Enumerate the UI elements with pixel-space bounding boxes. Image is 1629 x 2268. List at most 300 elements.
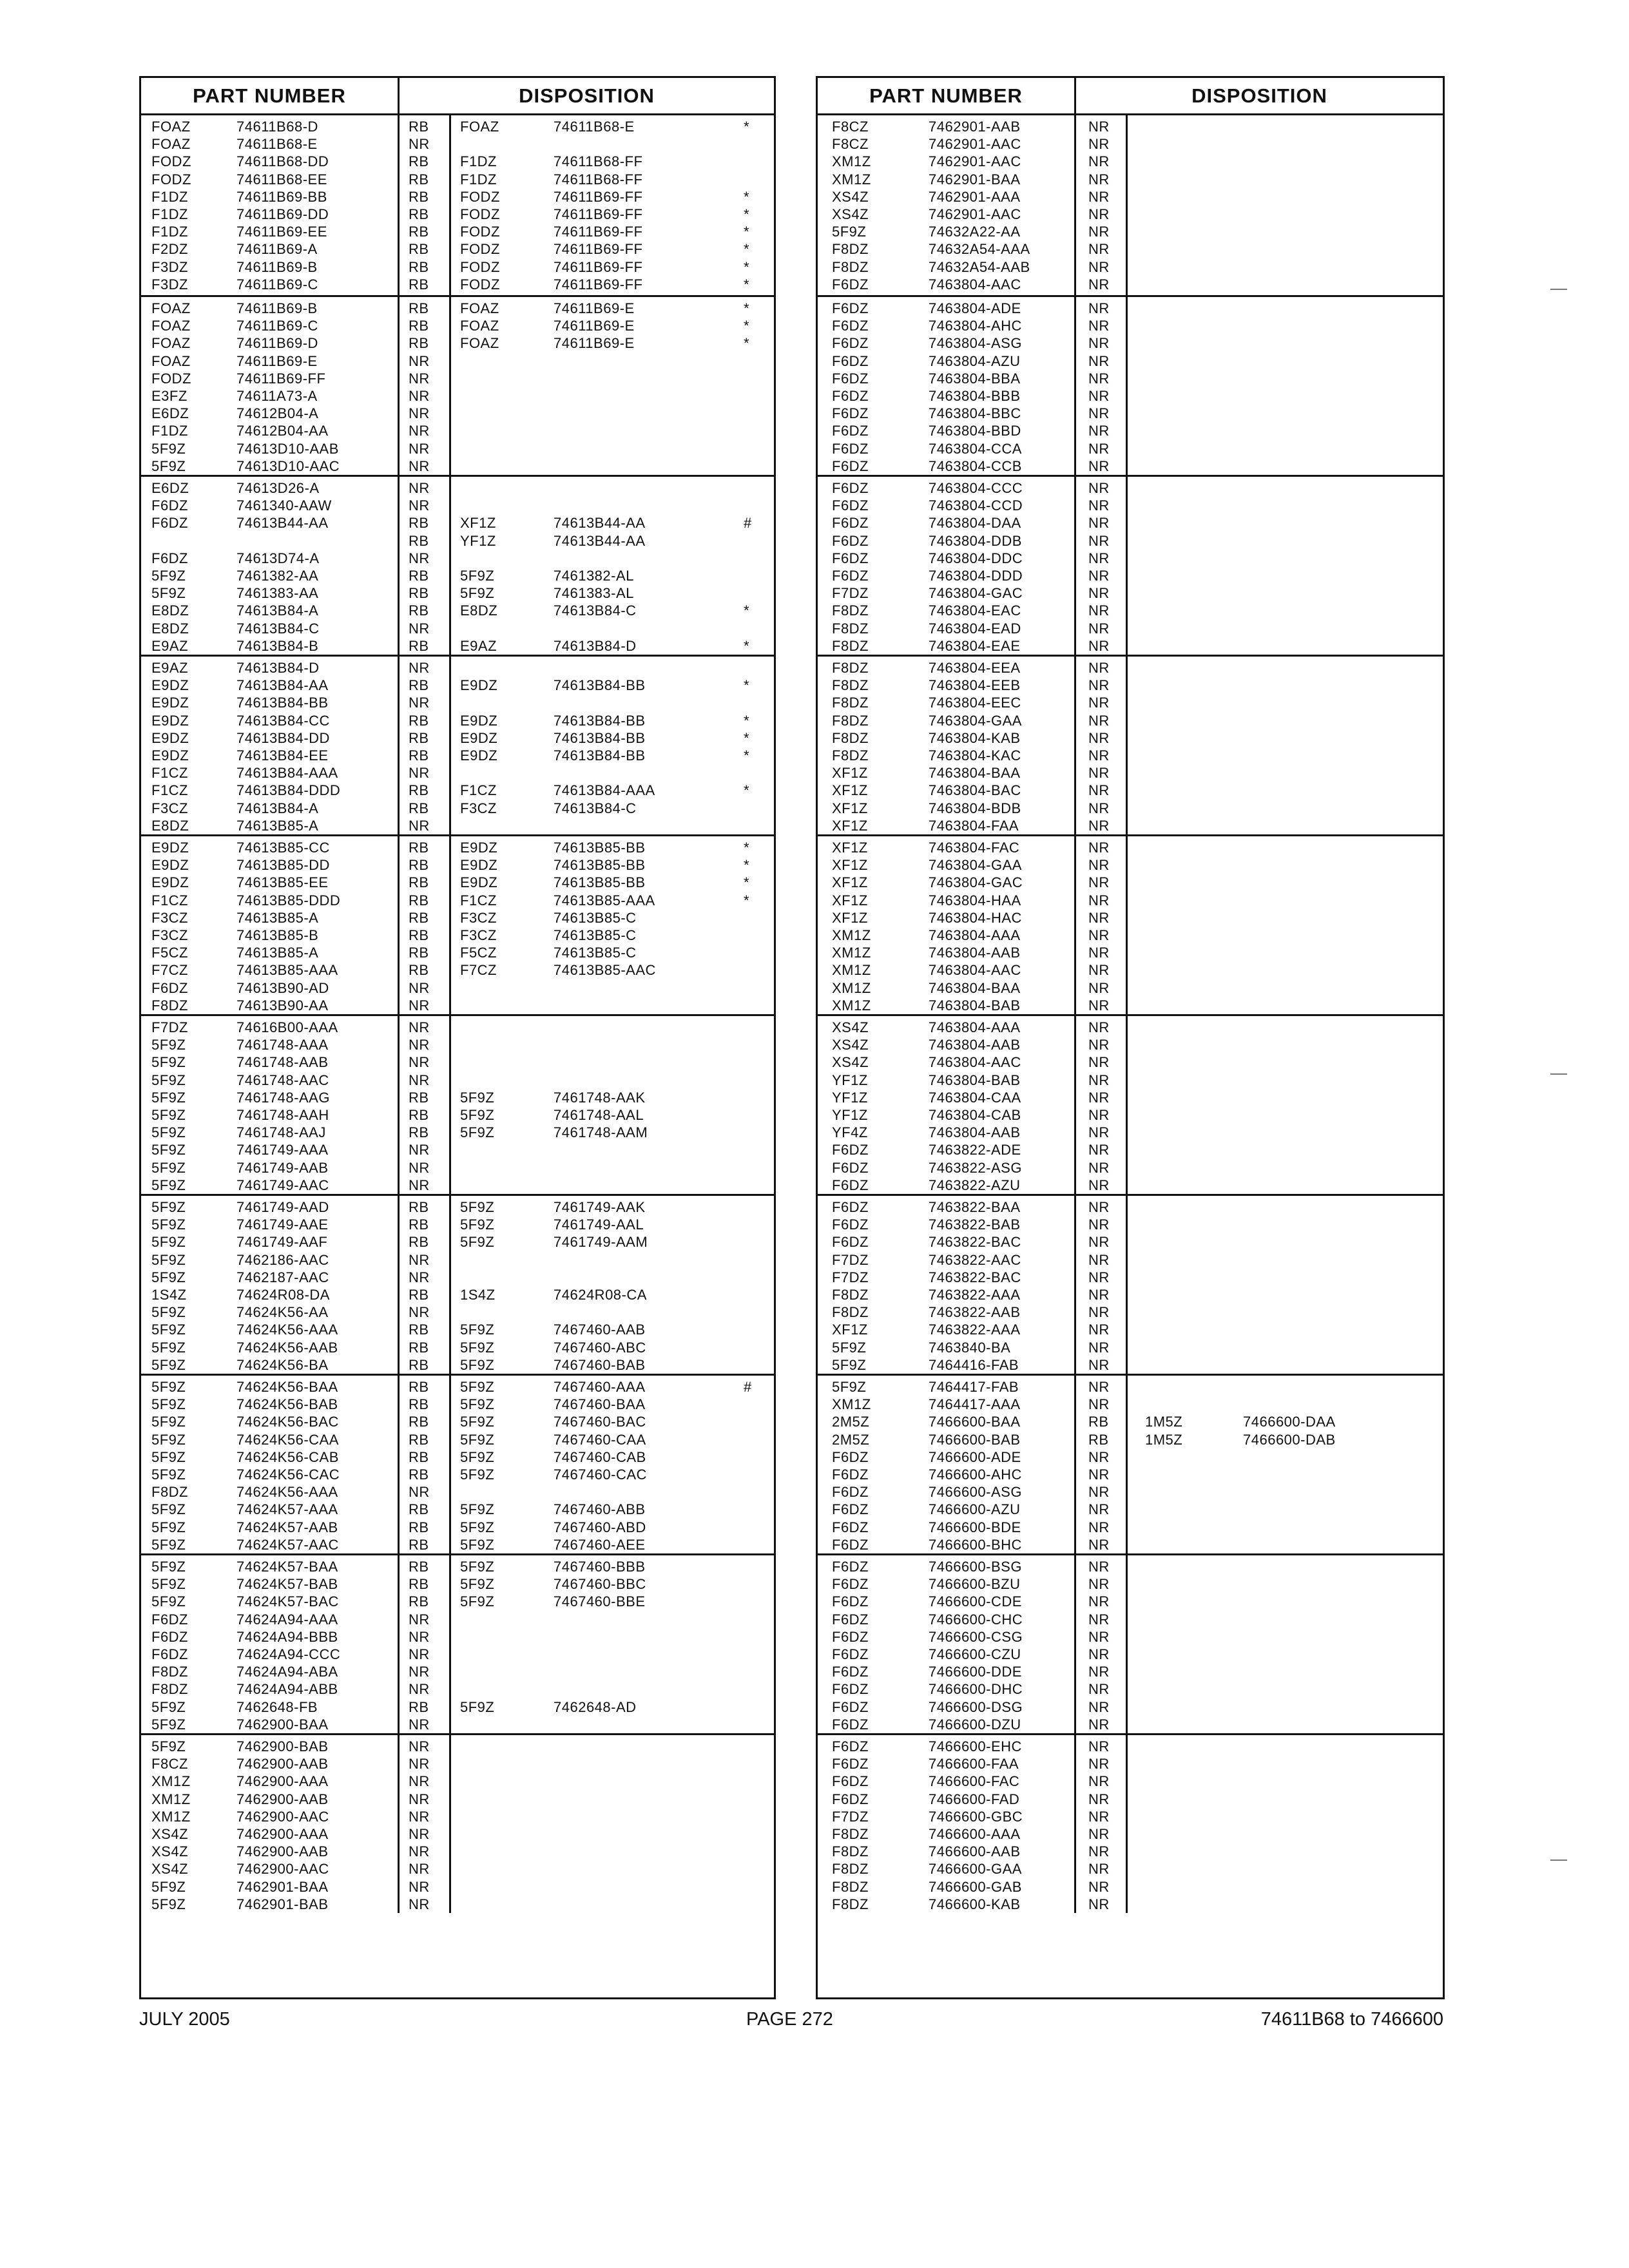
prefix-cell: F6DZ [832, 1536, 869, 1553]
replacement-part-cell: 74611B69-E [554, 300, 635, 316]
table-row [818, 567, 1443, 584]
table-row [141, 118, 774, 135]
replacement-prefix-cell: 5F9Z [460, 1466, 495, 1483]
table-row [141, 317, 774, 334]
part-number-cell: 74632A54-AAB [929, 258, 1030, 275]
table-row [141, 479, 774, 497]
disposition-code-cell: NR [1088, 423, 1110, 439]
table-row [141, 892, 774, 909]
table-row [141, 240, 774, 258]
table-row [141, 874, 774, 891]
part-number-cell: 7461749-AAC [236, 1177, 329, 1193]
disposition-code-cell: NR [1088, 1269, 1110, 1285]
note-marker-cell: * [744, 637, 750, 654]
disposition-code-cell: NR [409, 1681, 430, 1698]
table-block [818, 655, 1443, 834]
prefix-cell: FOAZ [151, 335, 191, 352]
table-row [818, 1106, 1443, 1124]
part-number-cell: 74613B84-DD [236, 729, 330, 746]
table-row [818, 1269, 1443, 1286]
table-row [141, 153, 774, 170]
disposition-code-cell: RB [409, 840, 429, 856]
replacement-prefix-cell: FODZ [460, 206, 500, 222]
prefix-cell: F6DZ [832, 1199, 869, 1215]
prefix-cell: XF1Z [832, 909, 868, 926]
part-number-cell: 7462900-AAB [236, 1756, 329, 1773]
table-row [141, 1356, 774, 1374]
table-row [818, 602, 1443, 619]
disposition-code-cell: NR [1088, 997, 1110, 1014]
table-row [818, 747, 1443, 764]
disposition-code-cell: NR [1088, 962, 1110, 979]
prefix-cell: F6DZ [832, 318, 869, 334]
disposition-code-cell: RB [409, 1396, 429, 1413]
part-number-cell: 74613B84-BB [236, 695, 329, 711]
prefix-cell: 5F9Z [832, 1379, 867, 1395]
replacement-prefix-cell: 5F9Z [460, 1107, 495, 1123]
disposition-code-cell: NR [1088, 1304, 1110, 1321]
table-row [141, 712, 774, 729]
part-number-cell: 74613B85-EE [236, 874, 329, 891]
table-row [818, 1611, 1443, 1628]
table-row [818, 370, 1443, 387]
part-number-cell: 7462900-BAB [236, 1738, 329, 1754]
part-number-cell: 7466600-FAA [929, 1756, 1019, 1773]
table-row [818, 892, 1443, 909]
prefix-cell: 5F9Z [151, 1466, 186, 1483]
prefix-cell: E9AZ [151, 637, 189, 654]
part-number-cell: 7466600-DHC [929, 1681, 1023, 1698]
note-marker-cell: * [744, 119, 750, 135]
part-number-cell: 7463804-ADE [929, 300, 1021, 316]
disposition-code-cell: RB [409, 585, 429, 602]
prefix-cell: F8DZ [832, 1287, 869, 1303]
disposition-code-cell: NR [1088, 1646, 1110, 1662]
prefix-cell: F6DZ [832, 1519, 869, 1535]
table-row [141, 1896, 774, 1913]
prefix-cell: E9DZ [151, 712, 189, 729]
part-number-cell: 74613B85-AAA [236, 962, 338, 979]
replacement-part-cell: 74624R08-CA [554, 1287, 647, 1303]
table-row [818, 514, 1443, 532]
disposition-code-cell: NR [1088, 188, 1110, 205]
prefix-cell: E9DZ [151, 874, 189, 891]
replacement-part-cell: 74611B69-FF [554, 276, 643, 293]
replacement-prefix-cell: FODZ [460, 241, 500, 258]
part-number-cell: 7466600-CDE [929, 1593, 1022, 1610]
prefix-cell: F6DZ [832, 532, 869, 549]
table-row [818, 1356, 1443, 1374]
table-row [141, 405, 774, 422]
prefix-cell: 5F9Z [151, 1304, 186, 1321]
part-number-cell: 7462186-AAC [236, 1251, 329, 1268]
part-number-cell: 7463804-BBC [929, 405, 1021, 422]
replacement-part-cell: 74611B68-E [554, 119, 635, 135]
disposition-code-cell: NR [409, 1269, 430, 1285]
table-row [141, 1808, 774, 1825]
note-marker-cell: * [744, 677, 750, 694]
table-row [818, 258, 1443, 276]
part-number-cell: 7466600-AHC [929, 1466, 1022, 1483]
disposition-code-cell: NR [1088, 1484, 1110, 1501]
part-number-cell: 7466600-AAB [929, 1843, 1021, 1860]
prefix-cell: F7DZ [832, 1808, 869, 1825]
part-number-cell: 7462901-BAA [236, 1878, 329, 1895]
table-row [141, 1860, 774, 1878]
disposition-code-cell: NR [1088, 1681, 1110, 1698]
part-number-cell: 74624K56-AAA [236, 1484, 338, 1501]
part-number-cell: 74624K56-AAA [236, 1321, 338, 1338]
part-number-cell: 7463804-AAB [929, 945, 1021, 961]
prefix-cell: 5F9Z [151, 1054, 186, 1071]
table-row [141, 1611, 774, 1628]
disposition-code-cell: RB [409, 1089, 429, 1106]
table-block [141, 1553, 774, 1733]
prefix-cell: F6DZ [832, 1791, 869, 1807]
disposition-code-cell: NR [1088, 695, 1110, 711]
prefix-cell: F8DZ [832, 620, 869, 637]
prefix-cell: XF1Z [832, 857, 868, 874]
table-row [818, 1519, 1443, 1536]
disposition-code-cell: NR [409, 1826, 430, 1842]
part-number-cell: 7463804-FAA [929, 817, 1019, 834]
prefix-cell: XS4Z [151, 1843, 189, 1860]
table-row [818, 659, 1443, 677]
disposition-code-cell: NR [1088, 1826, 1110, 1842]
table-row [141, 1755, 774, 1773]
prefix-cell: FODZ [151, 171, 191, 187]
disposition-code-cell: RB [409, 1593, 429, 1610]
table-row [818, 1738, 1443, 1755]
table-row [141, 1791, 774, 1808]
part-number-cell: 7466600-BDE [929, 1519, 1021, 1535]
disposition-code-cell: NR [409, 388, 430, 404]
disposition-code-cell: RB [409, 171, 429, 187]
disposition-code-cell: NR [1088, 909, 1110, 926]
replacement-prefix-cell: F3CZ [460, 927, 497, 943]
prefix-cell: 5F9Z [151, 1321, 186, 1338]
replacement-part-cell: 74613B84-BB [554, 677, 646, 694]
prefix-cell: 5F9Z [151, 1559, 186, 1575]
part-number-cell: 7461749-AAD [236, 1199, 329, 1215]
table-row [141, 497, 774, 514]
part-number-cell: 7463804-EEA [929, 660, 1021, 676]
part-number-cell: 74611B68-E [236, 136, 318, 153]
prefix-cell: F6DZ [832, 568, 869, 584]
disposition-code-cell: NR [409, 1808, 430, 1825]
table-row [141, 223, 774, 240]
table-row [818, 1089, 1443, 1106]
prefix-cell: F1DZ [151, 423, 188, 439]
prefix-cell: F8DZ [832, 241, 869, 258]
table-block [141, 475, 774, 655]
disposition-code-cell: RB [409, 188, 429, 205]
part-number-cell: 7463822-ASG [929, 1159, 1022, 1176]
part-number-cell: 7463804-GAA [929, 857, 1022, 874]
note-marker-cell: # [744, 1379, 752, 1395]
prefix-cell: FODZ [151, 370, 191, 387]
table-row [141, 1216, 774, 1233]
prefix-cell: F3CZ [151, 800, 188, 816]
prefix-cell: XM1Z [832, 945, 871, 961]
prefix-cell: F8DZ [832, 695, 869, 711]
replacement-part-cell: 7461383-AL [554, 585, 634, 602]
disposition-code-cell: RB [409, 568, 429, 584]
part-number-cell: 7463804-DDC [929, 550, 1023, 566]
prefix-cell: E8DZ [151, 817, 189, 834]
table-row [141, 1825, 774, 1843]
margin-mark [1550, 1073, 1567, 1075]
note-marker-cell: * [744, 335, 750, 352]
part-number-cell: 7466600-BAB [929, 1431, 1021, 1448]
table-row [141, 1575, 774, 1593]
disposition-code-cell: NR [409, 550, 430, 566]
disposition-code-cell: RB [409, 602, 429, 619]
replacement-part-cell: 74613B84-C [554, 800, 637, 816]
part-number-cell: 74632A22-AA [929, 224, 1021, 240]
disposition-code-cell: NR [1088, 370, 1110, 387]
footer-part-range: 74611B68 to 7466600 [1260, 2009, 1443, 2030]
table-row [818, 1483, 1443, 1501]
prefix-cell: 5F9Z [151, 1519, 186, 1535]
part-number-cell: 74624K57-AAC [236, 1536, 339, 1553]
part-number-cell: 7463804-EEB [929, 677, 1021, 694]
table-row [818, 1321, 1443, 1338]
replacement-prefix-cell: 5F9Z [460, 1396, 495, 1413]
disposition-code-cell: NR [1088, 1124, 1110, 1141]
part-number-cell: 74613B85-DDD [236, 892, 341, 908]
part-number-cell: 7461748-AAH [236, 1107, 329, 1123]
disposition-code-cell: NR [1088, 1519, 1110, 1535]
table-row [818, 440, 1443, 457]
prefix-cell: 1S4Z [151, 1287, 187, 1303]
table-row [818, 979, 1443, 997]
part-number-cell: 7466600-GAA [929, 1861, 1022, 1878]
part-number-cell: 7463804-KAC [929, 747, 1021, 764]
footer-date: JULY 2005 [139, 2009, 230, 2030]
prefix-cell: F6DZ [832, 1142, 869, 1158]
prefix-cell: F6DZ [151, 515, 188, 532]
prefix-cell: F6DZ [832, 550, 869, 566]
part-number-cell: 74624K57-AAA [236, 1501, 338, 1518]
prefix-cell: XM1Z [151, 1791, 191, 1807]
replacement-prefix-cell: 5F9Z [460, 1124, 495, 1141]
prefix-cell: YF1Z [832, 1072, 868, 1088]
disposition-code-cell: RB [1088, 1414, 1109, 1430]
part-number-cell: 7462900-BAA [236, 1716, 329, 1733]
disposition-code-cell: NR [1088, 1756, 1110, 1773]
disposition-code-cell: NR [1088, 979, 1110, 996]
prefix-cell: 5F9Z [151, 1396, 186, 1413]
table-row [818, 1558, 1443, 1575]
table-row [818, 1159, 1443, 1177]
table-block [818, 115, 1443, 295]
prefix-cell: E9AZ [151, 660, 189, 676]
table-row [818, 118, 1443, 135]
note-marker-cell: * [744, 747, 750, 764]
prefix-cell: 5F9Z [151, 1414, 186, 1430]
disposition-code-cell: NR [1088, 729, 1110, 746]
prefix-cell: F2DZ [151, 241, 188, 258]
part-number-cell: 7461749-AAF [236, 1234, 328, 1251]
part-number-cell: 74624A94-CCC [236, 1646, 341, 1662]
part-number-cell: 7461748-AAB [236, 1054, 329, 1071]
part-number-cell: 7462901-AAC [929, 206, 1021, 222]
replacement-part-cell: 74611B68-FF [554, 153, 643, 170]
disposition-code-cell: RB [409, 927, 429, 943]
disposition-code-cell: NR [409, 817, 430, 834]
table-row [818, 637, 1443, 655]
disposition-code-cell: NR [1088, 388, 1110, 404]
disposition-code-cell: RB [409, 1234, 429, 1251]
part-number-cell: 7461340-AAW [236, 497, 332, 514]
part-number-cell: 7463804-AZU [929, 352, 1021, 369]
replacement-part-cell: 7466600-DAB [1243, 1431, 1336, 1448]
table-row [141, 1628, 774, 1646]
disposition-code-cell: NR [1088, 1628, 1110, 1645]
prefix-cell: 5F9Z [151, 1037, 186, 1053]
table-row [818, 188, 1443, 206]
table-row [818, 782, 1443, 799]
table-row [141, 1663, 774, 1680]
disposition-code-cell: NR [1088, 136, 1110, 153]
table-row [141, 839, 774, 856]
prefix-cell: F6DZ [832, 1501, 869, 1518]
disposition-code-cell: NR [1088, 1396, 1110, 1413]
part-number-cell: 7462901-AAB [929, 119, 1021, 135]
prefix-cell: XM1Z [832, 962, 871, 979]
note-marker-cell: * [744, 729, 750, 746]
replacement-prefix-cell: F5CZ [460, 945, 497, 961]
table-block [818, 295, 1443, 475]
part-number-cell: 74613D74-A [236, 550, 320, 566]
prefix-cell: F3DZ [151, 276, 188, 293]
table-row [141, 1593, 774, 1610]
table-row [141, 979, 774, 997]
table-row [818, 817, 1443, 834]
table-row [141, 1159, 774, 1177]
disposition-code-cell: NR [1088, 1716, 1110, 1733]
part-number-cell: 7462900-AAA [236, 1773, 329, 1790]
right-header-disposition: DISPOSITION [1074, 78, 1443, 115]
table-row [141, 927, 774, 944]
prefix-cell: F6DZ [832, 440, 869, 457]
table-row [141, 584, 774, 602]
replacement-prefix-cell: 5F9Z [460, 585, 495, 602]
prefix-cell: E3FZ [151, 388, 188, 404]
disposition-code-cell: NR [1088, 1501, 1110, 1518]
part-number-cell: 74611B68-DD [236, 153, 329, 170]
disposition-code-cell: NR [1088, 1861, 1110, 1878]
table-row [818, 422, 1443, 439]
disposition-code-cell: RB [409, 335, 429, 352]
part-number-cell: 7463804-AAA [929, 1019, 1021, 1035]
part-number-cell: 7463804-CCB [929, 457, 1022, 474]
disposition-code-cell: NR [409, 1054, 430, 1071]
replacement-prefix-cell: 5F9Z [460, 1321, 495, 1338]
disposition-code-cell: NR [409, 1896, 430, 1912]
table-row [141, 677, 774, 694]
part-number-cell: 7466600-GAB [929, 1878, 1022, 1895]
prefix-cell: 5F9Z [151, 1199, 186, 1215]
prefix-cell: F7DZ [832, 1269, 869, 1285]
part-number-cell: 7464417-AAA [929, 1396, 1021, 1413]
prefix-cell: 5F9Z [151, 1576, 186, 1593]
right-parts-table [816, 76, 1445, 1999]
prefix-cell: 5F9Z [151, 457, 186, 474]
part-number-cell: 7463804-BBA [929, 370, 1021, 387]
prefix-cell: 5F9Z [151, 1142, 186, 1158]
disposition-code-cell: NR [1088, 800, 1110, 816]
part-number-cell: 74624A94-BBB [236, 1628, 338, 1645]
replacement-part-cell: 74611B68-FF [554, 171, 643, 187]
table-row [818, 1124, 1443, 1141]
prefix-cell: F8DZ [151, 1664, 188, 1680]
disposition-code-cell: NR [409, 405, 430, 422]
part-number-cell: 7461748-AAG [236, 1089, 330, 1106]
table-row [141, 1019, 774, 1036]
disposition-code-cell: RB [409, 318, 429, 334]
disposition-code-cell: RB [409, 276, 429, 293]
prefix-cell: F6DZ [832, 1716, 869, 1733]
prefix-cell: 5F9Z [151, 1107, 186, 1123]
left-table-body [141, 115, 774, 1997]
note-marker-cell: * [744, 276, 750, 293]
table-row [141, 764, 774, 782]
disposition-code-cell: RB [409, 1321, 429, 1338]
prefix-cell: FOAZ [151, 352, 191, 369]
replacement-part-cell: 7467460-ABD [554, 1519, 646, 1535]
table-row [141, 747, 774, 764]
table-block [818, 1374, 1443, 1553]
replacement-part-cell: 7467460-CAC [554, 1466, 647, 1483]
prefix-cell: XM1Z [832, 979, 871, 996]
table-row [818, 927, 1443, 944]
note-marker-cell: * [744, 258, 750, 275]
table-row [141, 602, 774, 619]
prefix-cell: XF1Z [832, 765, 868, 782]
replacement-prefix-cell: FODZ [460, 276, 500, 293]
prefix-cell: XF1Z [832, 1321, 868, 1338]
part-number-cell: 7463804-AHC [929, 318, 1022, 334]
part-number-cell: 7463804-BAA [929, 979, 1021, 996]
table-row [818, 206, 1443, 223]
disposition-code-cell: NR [1088, 712, 1110, 729]
prefix-cell: E8DZ [151, 620, 189, 637]
part-number-cell: 7463822-AAA [929, 1287, 1021, 1303]
part-number-cell: 7463804-HAA [929, 892, 1021, 908]
part-number-cell: 7462901-AAC [929, 136, 1021, 153]
disposition-code-cell: NR [1088, 440, 1110, 457]
disposition-code-cell: RB [409, 1356, 429, 1373]
disposition-code-cell: NR [1088, 1698, 1110, 1715]
table-row [141, 206, 774, 223]
prefix-cell: F8DZ [832, 637, 869, 654]
replacement-prefix-cell: 5F9Z [460, 1501, 495, 1518]
table-row [141, 567, 774, 584]
prefix-cell: F6DZ [151, 550, 188, 566]
note-marker-cell: * [744, 857, 750, 874]
table-row [141, 1124, 774, 1141]
disposition-code-cell: NR [1088, 1037, 1110, 1053]
prefix-cell: F8DZ [832, 1878, 869, 1895]
table-row [818, 677, 1443, 694]
part-number-cell: 74613B84-A [236, 800, 319, 816]
part-number-cell: 7466600-KAB [929, 1896, 1021, 1912]
table-block [141, 1733, 774, 1913]
disposition-code-cell: NR [1088, 335, 1110, 352]
prefix-cell: F3CZ [151, 909, 188, 926]
